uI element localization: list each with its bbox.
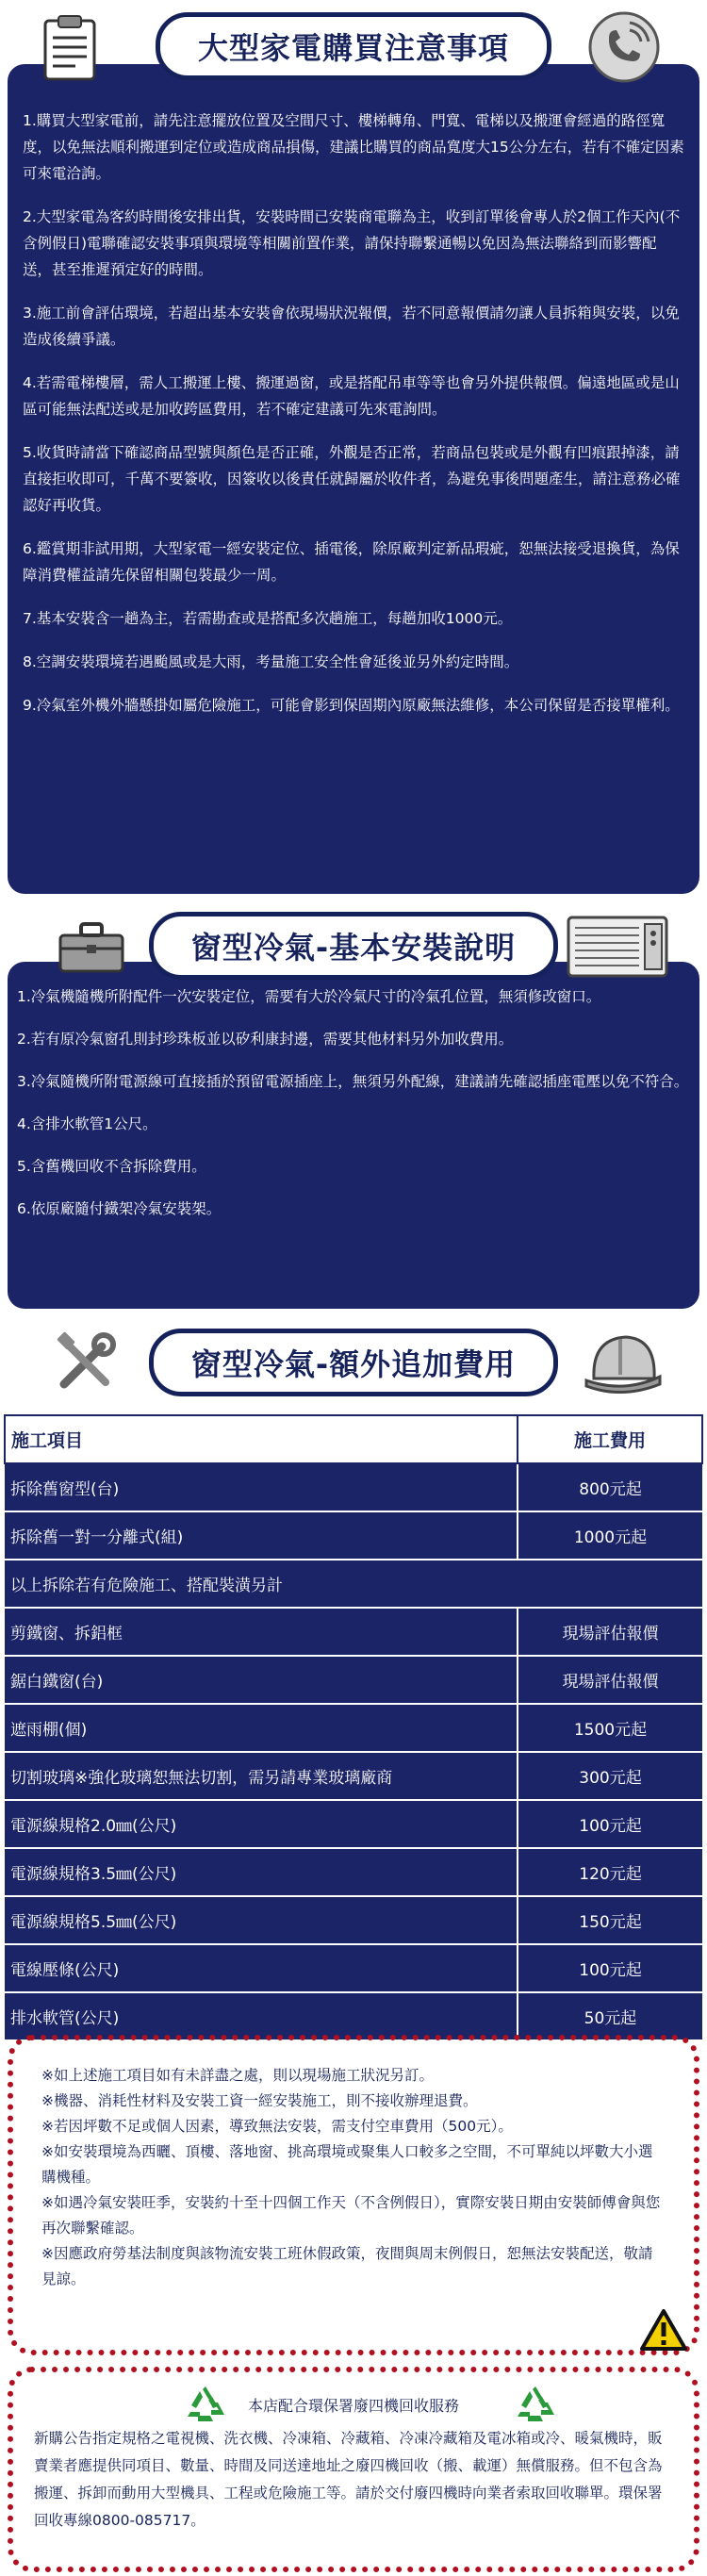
- row-fee: 1000元起: [518, 1511, 702, 1560]
- extra-fees-table: [4, 1414, 703, 2041]
- table-row: [5, 1560, 702, 1608]
- row-item: 拆除舊窗型(台): [5, 1463, 518, 1511]
- table-row: [5, 1608, 702, 1656]
- row-fee: 120元起: [518, 1848, 702, 1896]
- recycle-body: 新購公告指定規格之電視機、洗衣機、冷凍箱、冷藏箱、冷凍冷藏箱及電冰箱或冷、暖氣機時，販賣業者應提供同項目、數量、時間及同送達地址之廢四機回收（搬、載運）無償服務。但不包含為搬運、拆卸而動用大型機具、工程或危險施工等。請於交付廢四機時向業者索取回收聯單。環保署回收專線0800-085717。: [34, 2430, 663, 2529]
- section3-header: [0, 1329, 707, 1395]
- warning-icon: [639, 2308, 688, 2355]
- row-item: 電線壓條(公尺): [5, 1944, 518, 1992]
- note-line: ※如安裝環境為西曬、頂樓、落地窗、挑高環境或聚集人口較多之空間，不可單純以坪數大小選購機種。: [41, 2143, 653, 2186]
- row-item: 拆除舊一對一分離式(組): [5, 1511, 518, 1560]
- row-fee: 50元起: [518, 1992, 702, 2040]
- list-item: 2.若有原冷氣窗孔則封珍珠板並以矽利康封邊，需要其他材料另外加收費用。: [17, 1031, 514, 1048]
- recycle-icon: [185, 2384, 226, 2439]
- window-ac-icon: [566, 915, 669, 983]
- list-item: 6.鑑賞期非試用期，大型家電一經安裝定位、插電後，除原廠判定新品瑕疵，恕無法接受退換貨，為保障消費權益請先保留相關包裝最少一周。: [23, 540, 680, 584]
- list-item: 5.收貨時請當下確認商品型號與顏色是否正確，外觀是否正常，若商品包裝或是外觀有凹痕跟掉漆，請直接拒收即可，千萬不要簽收，因簽收以後責任就歸屬於收件者，為避免事後問題產生，請注意務必確認好再收貨。: [23, 444, 681, 514]
- list-item: 4.若需電梯樓層，需人工搬運上樓、搬運過窗，或是搭配吊車等等也會另外提供報價。偏遠地區或是山區可能無法配送或是加收跨區費用，若不確定建議可先來電詢問。: [23, 374, 680, 418]
- table-row: [5, 1752, 702, 1800]
- row-item: 剪鐵窗、拆鋁框: [5, 1608, 518, 1656]
- section1-title: 大型家電購買注意事項: [156, 12, 551, 80]
- table-row: [5, 1704, 702, 1752]
- table-row: [5, 1463, 702, 1511]
- row-item: 電源線規格5.5㎜(公尺): [5, 1896, 518, 1944]
- table-row: [5, 1800, 702, 1848]
- row-item: 鋸白鐵窗(台): [5, 1656, 518, 1704]
- list-item: 2.大型家電為客約時間後安排出貨，安裝時間已安裝商電聯為主，收到訂單後會專人於2個工作天內(不含例假日)電聯確認安裝事項與環境等相關前置作業，請保持聯繫通暢以免因為無法聯絡到而影響配送，甚至推遲預定好的時間。: [23, 208, 681, 278]
- note-line: ※如遇冷氣安裝旺季，安裝約十至十四個工作天（不含例假日），實際安裝日期由安裝師傅會與您再次聯繫確認。: [41, 2194, 661, 2237]
- list-item: 1.冷氣機隨機所附配件一次安裝定位，需要有大於冷氣尺寸的冷氣孔位置，無須修改窗口。: [17, 988, 601, 1005]
- list-item: 3.施工前會評估環境，若超出基本安裝會依現場狀況報價，若不同意報價請勿讓人員拆箱與安裝，以免造成後續爭議。: [23, 305, 680, 348]
- table-row: [5, 1656, 702, 1704]
- note-line: ※因應政府勞基法制度與該物流安裝工班休假政策，夜間與周末例假日，恕無法安裝配送，敬請見諒。: [41, 2245, 653, 2287]
- row-fee: 1500元起: [518, 1704, 702, 1752]
- row-fee: 現場評估報價: [518, 1656, 702, 1704]
- list-item: 1.購買大型家電前，請先注意擺放位置及空間尺寸、樓梯轉角、門寬、電梯以及搬運會經過的路徑寬度，以免無法順利搬運到定位或造成商品損傷，建議比購買的商品寬度大15公分左右，若有不確定因素可來電洽詢。: [23, 112, 684, 182]
- table-row: [5, 1944, 702, 1992]
- column-header-item: 施工項目: [5, 1415, 518, 1463]
- toolbox-icon: [57, 918, 126, 979]
- helmet-icon: [583, 1328, 662, 1401]
- table-header: [5, 1415, 702, 1463]
- row-item: 電源線規格3.5㎜(公尺): [5, 1848, 518, 1896]
- list-item: 4.含排水軟管1公尺。: [17, 1115, 157, 1132]
- note-line: ※機器、消耗性材料及安裝工資一經安裝施工，則不接收辦理退費。: [41, 2092, 478, 2109]
- recycle-title: 本店配合環保署廢四機回收服務: [247, 2397, 459, 2415]
- purchase-notes-panel: [8, 64, 699, 894]
- list-item: 8.空調安裝環境若遇颱風或是大雨，考量施工安全性會延後並另外約定時間。: [23, 653, 519, 670]
- table-row: [5, 1896, 702, 1944]
- recycle-icon: [515, 2384, 556, 2439]
- row-fee: 150元起: [518, 1896, 702, 1944]
- column-header-fee: 施工費用: [518, 1415, 702, 1463]
- row-item: 以上拆除若有危險施工、搭配裝潢另計: [5, 1560, 702, 1608]
- row-item: 遮雨棚(個): [5, 1704, 518, 1752]
- row-fee: 現場評估報價: [518, 1608, 702, 1656]
- row-item: 切割玻璃※強化玻璃恕無法切割，需另請專業玻璃廠商: [5, 1752, 518, 1800]
- list-item: 7.基本安裝含一趟為主，若需勘查或是搭配多次趟施工，每趟加收1000元。: [23, 610, 513, 627]
- section3-title: 窗型冷氣-額外追加費用: [149, 1329, 558, 1396]
- table-row: [5, 1511, 702, 1560]
- section2-header: [0, 913, 707, 979]
- row-fee: 100元起: [518, 1944, 702, 1992]
- row-fee: 100元起: [518, 1800, 702, 1848]
- row-fee: 800元起: [518, 1463, 702, 1511]
- row-item: 排水軟管(公尺): [5, 1992, 518, 2040]
- list-item: 9.冷氣室外機外牆懸掛如屬危險施工，可能會影到保固期內原廠無法維修，本公司保留是否接單權利。: [23, 697, 680, 714]
- row-fee: 300元起: [518, 1752, 702, 1800]
- list-item: 6.依原廠隨付鐵架冷氣安裝架。: [17, 1200, 222, 1217]
- row-item: 電源線規格2.0㎜(公尺): [5, 1800, 518, 1848]
- install-notes-box: [8, 2035, 699, 2355]
- recycle-service-box: [8, 2367, 699, 2572]
- note-line: ※如上述施工項目如有未詳盡之處，則以現場施工狀況另訂。: [41, 2067, 434, 2084]
- basic-install-panel: [8, 962, 699, 1309]
- table-row: [5, 1848, 702, 1896]
- table-row: [5, 1992, 702, 2040]
- tools-icon: [53, 1329, 119, 1399]
- note-line: ※若因坪數不足或個人因素，導致無法安裝，需支付空車費用（500元）。: [41, 2118, 513, 2135]
- section2-title: 窗型冷氣-基本安裝說明: [149, 912, 558, 980]
- list-item: 3.冷氣隨機所附電源線可直接插於預留電源插座上，無須另外配線，建議請先確認插座電壓以免不符合。: [17, 1073, 689, 1090]
- clipboard-icon: [36, 13, 106, 87]
- phone-icon: [586, 9, 662, 89]
- list-item: 5.含舊機回收不含拆除費用。: [17, 1158, 206, 1175]
